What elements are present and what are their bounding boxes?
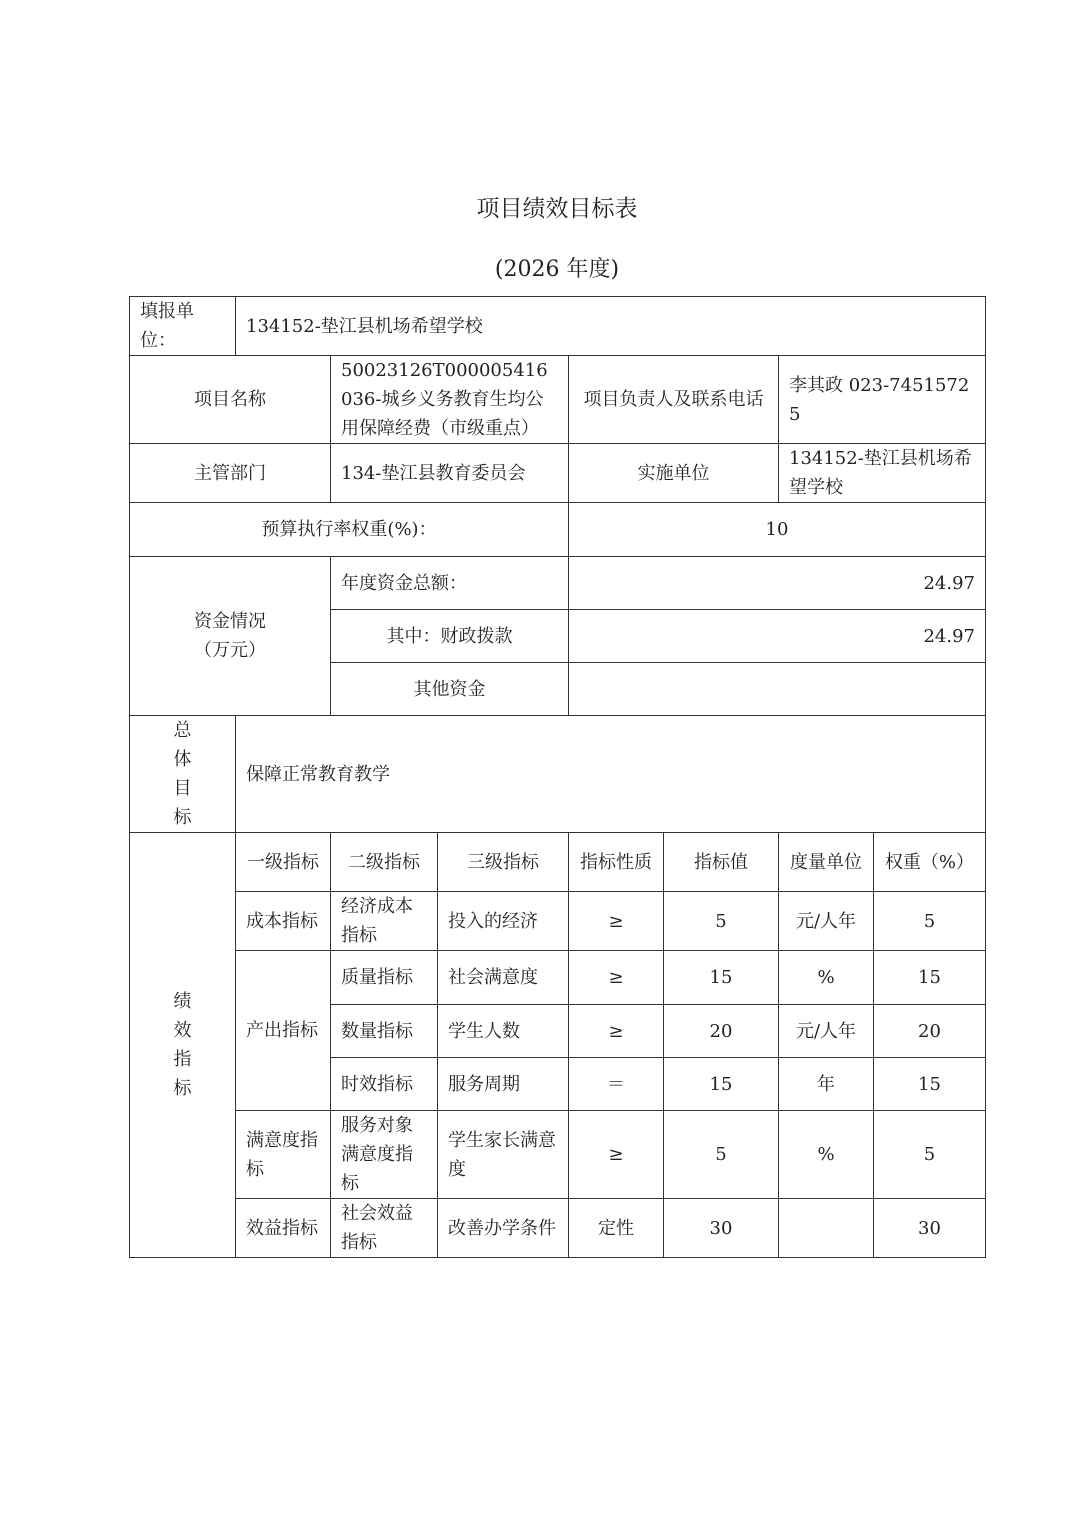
level2: 质量指标 xyxy=(331,951,438,1005)
group-benefit: 效益指标 xyxy=(236,1199,331,1258)
unit xyxy=(779,1199,874,1258)
unit: 元/人年 xyxy=(779,1005,874,1058)
value: 30 xyxy=(664,1199,779,1258)
goal-value: 保障正常教育教学 xyxy=(236,716,986,833)
funds-fiscal-label: 其中：财政拨款 xyxy=(331,610,569,663)
unit: 元/人年 xyxy=(779,892,874,951)
level2: 社会效益指标 xyxy=(331,1199,438,1258)
group-cost: 成本指标 xyxy=(236,892,331,951)
level3: 服务周期 xyxy=(438,1058,569,1111)
funds-total-value: 24.97 xyxy=(569,557,986,610)
dept-label: 主管部门 xyxy=(130,444,331,503)
level2: 经济成本指标 xyxy=(331,892,438,951)
level2: 时效指标 xyxy=(331,1058,438,1111)
project-name-value: 50023126T000005416036-城乡义务教育生均公用保障经费（市级重点） xyxy=(331,356,569,444)
contact-value: 李其政 023-74515725 xyxy=(779,356,986,444)
weight: 15 xyxy=(874,951,986,1005)
weight: 5 xyxy=(874,1111,986,1199)
funds-other-value xyxy=(569,663,986,716)
level3: 投入的经济 xyxy=(438,892,569,951)
header-value: 指标值 xyxy=(664,833,779,892)
header-unit: 度量单位 xyxy=(779,833,874,892)
funds-total-label: 年度资金总额： xyxy=(331,557,569,610)
unit: % xyxy=(779,1111,874,1199)
nature: ≥ xyxy=(569,951,664,1005)
weight: 30 xyxy=(874,1199,986,1258)
table-row xyxy=(130,951,986,1005)
indicators-label-text: 绩效指标 xyxy=(173,991,192,1099)
level3: 改善办学条件 xyxy=(438,1199,569,1258)
goal-label xyxy=(130,716,236,833)
document-subtitle: (2026 年度) xyxy=(494,257,620,282)
header-nature: 指标性质 xyxy=(569,833,664,892)
value: 20 xyxy=(664,1005,779,1058)
impl-label: 实施单位 xyxy=(569,444,779,503)
project-name-label: 项目名称 xyxy=(130,356,331,444)
funds-other-label: 其他资金 xyxy=(331,663,569,716)
document-title: 项目绩效目标表 xyxy=(476,196,638,222)
level3: 学生人数 xyxy=(438,1005,569,1058)
goal-label-text: 总体目标 xyxy=(173,720,192,828)
value: 15 xyxy=(664,1058,779,1111)
weight: 20 xyxy=(874,1005,986,1058)
level3: 社会满意度 xyxy=(438,951,569,1005)
unit-value: 134152-垫江县机场希望学校 xyxy=(236,297,986,356)
funds-fiscal-value: 24.97 xyxy=(569,610,986,663)
group-output: 产出指标 xyxy=(236,951,331,1111)
level2: 数量指标 xyxy=(331,1005,438,1058)
weight: 15 xyxy=(874,1058,986,1111)
table-row xyxy=(130,1199,986,1258)
header-level2: 二级指标 xyxy=(331,833,438,892)
performance-table xyxy=(129,296,986,1258)
nature: ＝ xyxy=(569,1058,664,1111)
budget-value: 10 xyxy=(569,503,986,557)
value: 5 xyxy=(664,892,779,951)
table-row xyxy=(130,1111,986,1199)
nature: ≥ xyxy=(569,1005,664,1058)
table-row xyxy=(130,892,986,951)
header-weight: 权重（%） xyxy=(874,833,986,892)
unit: % xyxy=(779,951,874,1005)
level3: 学生家长满意度 xyxy=(438,1111,569,1199)
funds-label-text: 资金情况（万元） xyxy=(194,611,266,661)
header-level3: 三级指标 xyxy=(438,833,569,892)
value: 5 xyxy=(664,1111,779,1199)
dept-value: 134-垫江县教育委员会 xyxy=(331,444,569,503)
contact-label: 项目负责人及联系电话 xyxy=(569,356,779,444)
weight: 5 xyxy=(874,892,986,951)
level2: 服务对象满意度指标 xyxy=(331,1111,438,1199)
unit: 年 xyxy=(779,1058,874,1111)
unit-label: 填报单位： xyxy=(130,297,236,356)
impl-value: 134152-垫江县机场希望学校 xyxy=(779,444,986,503)
value: 15 xyxy=(664,951,779,1005)
budget-label: 预算执行率权重(%)： xyxy=(130,503,569,557)
nature: ≥ xyxy=(569,1111,664,1199)
group-satisfaction: 满意度指标 xyxy=(236,1111,331,1199)
nature: ≥ xyxy=(569,892,664,951)
header-level1: 一级指标 xyxy=(236,833,331,892)
funds-label xyxy=(130,557,331,716)
nature: 定性 xyxy=(569,1199,664,1258)
indicators-label xyxy=(130,833,236,1258)
